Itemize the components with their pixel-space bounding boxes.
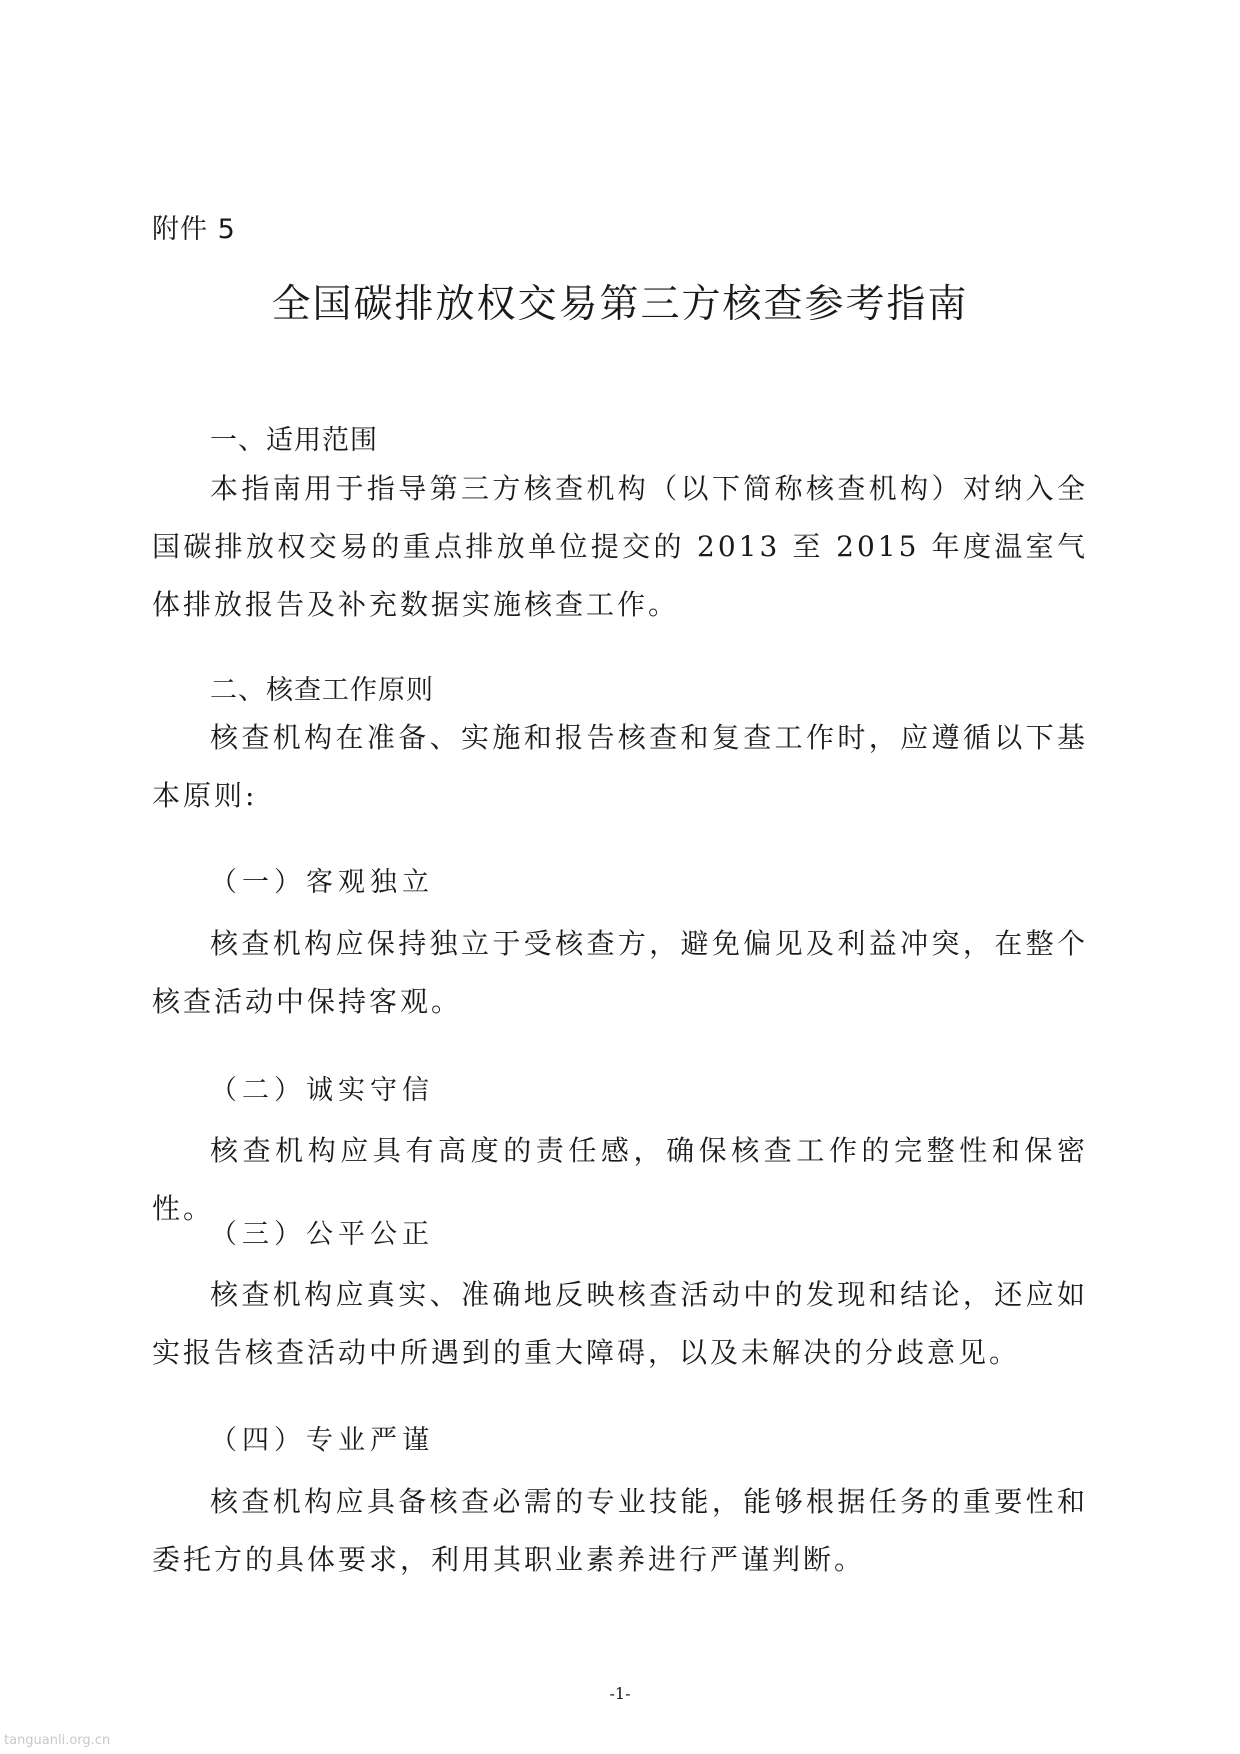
principle-paragraph-objective: 核查机构应保持独立于受核查方，避免偏见及利益冲突，在整个核查活动中保持客观。 (152, 927, 1088, 1018)
section-paragraph-principles: 核查机构在准备、实施和报告核查和复查工作时，应遵循以下基本原则: (152, 721, 1088, 812)
principle-paragraph-professional: 核查机构应具备核查必需的专业技能，能够根据任务的重要性和委托方的具体要求，利用其职业素养进行严谨判断。 (152, 1485, 1088, 1576)
section-heading-scope: 一、适用范围 (210, 425, 378, 456)
principle-heading-fair: （三）公平公正 (210, 1219, 434, 1250)
principle-heading-honest: （二）诚实守信 (210, 1075, 434, 1106)
principle-heading-objective: （一）客观独立 (210, 867, 434, 898)
section-paragraph-scope: 本指南用于指导第三方核查机构（以下简称核查机构）对纳入全国碳排放权交易的重点排放单位提交的 2013 至 2015 年度温室气体排放报告及补充数据实施核查工作。 (152, 472, 1088, 621)
attachment-label: 附件 5 (152, 214, 236, 245)
watermark: tanguanli.org.cn (4, 1733, 111, 1748)
principle-heading-professional: （四）专业严谨 (210, 1425, 434, 1456)
document-title: 全国碳排放权交易第三方核查参考指南 (271, 282, 969, 327)
principle-paragraph-honest: 核查机构应具有高度的责任感，确保核查工作的完整性和保密性。 (152, 1134, 1088, 1225)
principle-paragraph-fair: 核查机构应真实、准确地反映核查活动中的发现和结论，还应如实报告核查活动中所遇到的重大障碍，以及未解决的分歧意见。 (152, 1278, 1088, 1369)
section-heading-principles: 二、核查工作原则 (210, 675, 434, 706)
page-number: -1- (609, 1684, 631, 1703)
